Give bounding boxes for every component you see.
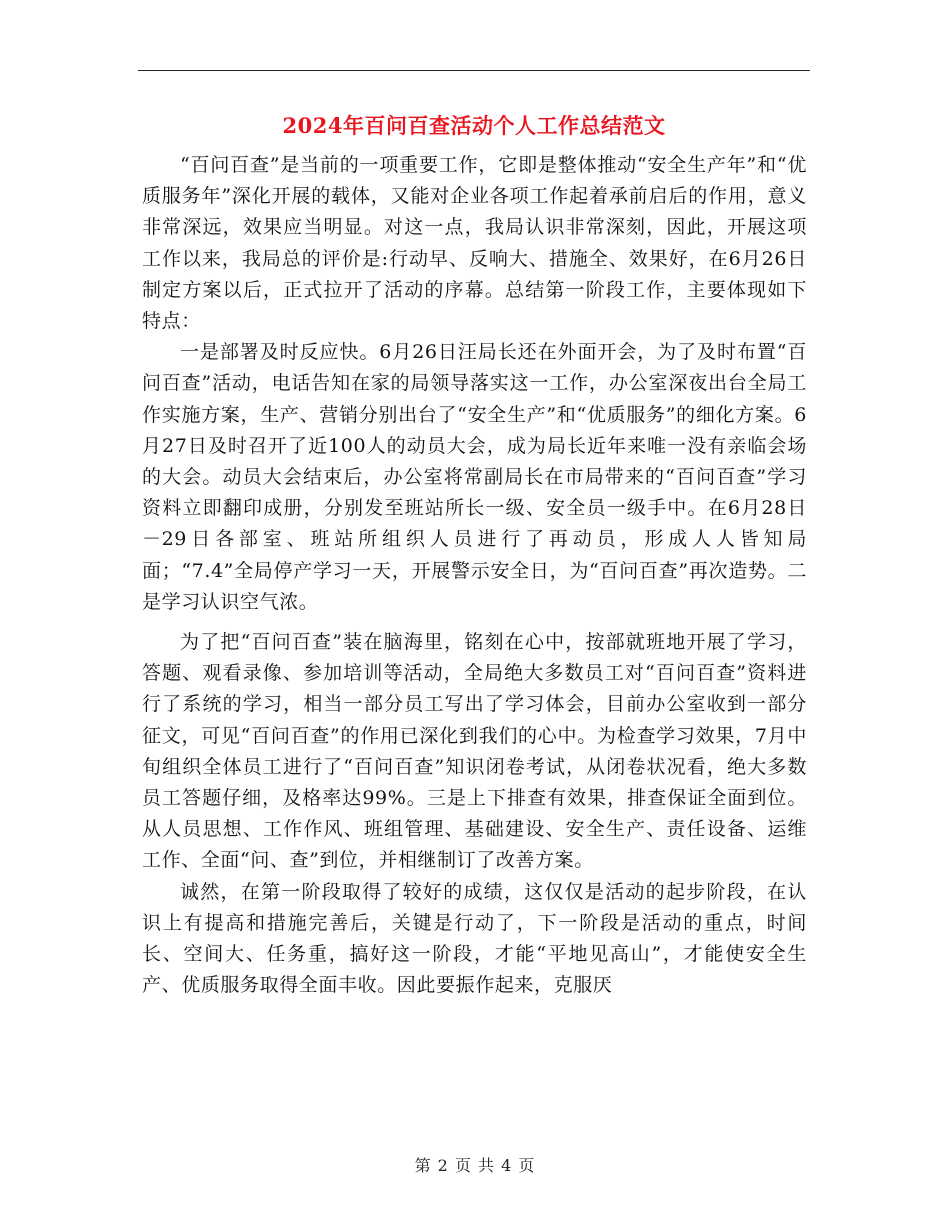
paragraph-4: 诚然，在第一阶段取得了较好的成绩，这仅仅是活动的起步阶段，在认识上有提高和措施完善后，关键是行动了，下一阶段是活动的重点，时间长、空间大、任务重，搞好这一阶段，才能“平地见高山”，才能使安全生产、优质服务取得全面丰收。因此要振作起来，克服厌: [142, 880, 807, 997]
paragraph-3: 为了把“百问百查”装在脑海里，铭刻在心中，按部就班地开展了学习，答题、观看录像、参加培训等活动，全局绝大多数员工对“百问百查”资料进行了系统的学习，相当一部分员工写出了学习体会，目前办公室收到一部分征文，可见“百问百查”的作用已深化到我们的心中。为检查学习效果，7月中旬组织全体员工进行了“百问百查”知识闭卷考试，从闭卷状况看，绝大多数员工答题仔细，及格率达99%。三是上下排查有效果，排查保证全面到位。从人员思想、工作作风、班组管理、基础建设、安全生产、责任设备、运维工作、全面“问、查”到位，并相继制订了改善方案。: [142, 631, 807, 872]
paragraph-2: 一是部署及时反应快。6月26日汪局长还在外面开会，为了及时布置“百问百查”活动，电话告知在家的局领导落实这一工作，办公室深夜出台全局工作实施方案，生产、营销分别出台了“安全生产”和“优质服务”的细化方案。6月27日及时召开了近100人的动员大会，成为局长近年来唯一没有亲临会场的大会。动员大会结束后，办公室将常副局长在市局带来的“百问百查”学习资料立即翻印成册，分别发至班站所长一级、安全员一级手中。在6月28日－29日各部室、班站所组织人员进行了再动员，形成人人皆知局面；“7.4”全局停产学习一天，开展警示安全日，为“百问百查”再次造势。二是学习认识空气浓。: [142, 341, 807, 613]
paragraph-1: “百问百查”是当前的一项重要工作，它即是整体推动“安全生产年”和“优质服务年”深化开展的载体，又能对企业各项工作起着承前启后的作用，意义非常深远，效果应当明显。对这一点，我局认识非常深刻，因此，开展这项工作以来，我局总的评价是:行动早、反响大、措施全、效果好，在6月26日制定方案以后，正式拉开了活动的序幕。总结第一阶段工作，主要体现如下特点：: [142, 154, 807, 333]
header-rule: [138, 70, 810, 71]
page-number: 第 2 页 共 4 页: [414, 1156, 536, 1175]
document-title: 2024年百问百查活动个人工作总结范文: [282, 113, 666, 138]
document-body: [142, 150, 807, 1001]
